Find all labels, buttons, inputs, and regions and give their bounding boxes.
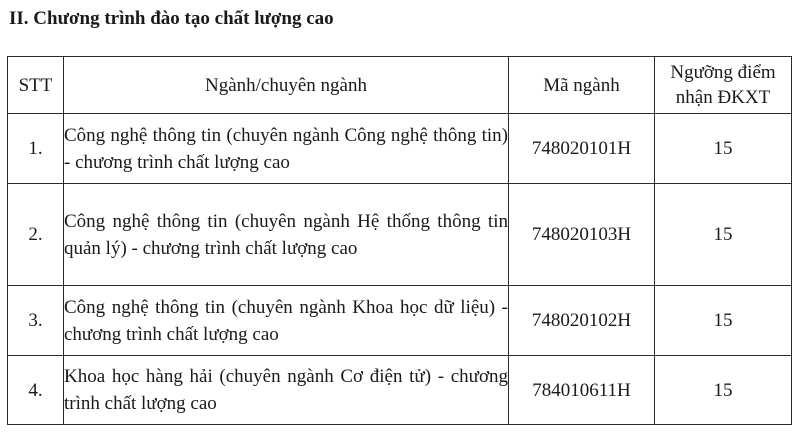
header-score: [655, 57, 792, 114]
row-score: 15: [655, 356, 792, 425]
row-stt: 3.: [8, 286, 64, 356]
table-header-row: [8, 57, 792, 114]
header-score-line1: Ngưỡng điểm: [670, 62, 776, 83]
row-stt: 2.: [8, 184, 64, 286]
header-score-line2: nhận ĐKXT: [675, 87, 771, 108]
row-code: 748020101H: [509, 114, 655, 184]
table-row: [8, 356, 792, 425]
table-row: [8, 286, 792, 356]
row-major: Công nghệ thông tin (chuyên ngành Khoa học dữ liệu) - chương trình chất lượng cao: [64, 286, 509, 356]
row-score: 15: [655, 286, 792, 356]
row-code: 784010611H: [509, 356, 655, 425]
header-code: Mã ngành: [509, 57, 655, 114]
row-score: 15: [655, 184, 792, 286]
row-stt: 1.: [8, 114, 64, 184]
table-row: [8, 114, 792, 184]
row-major: Khoa học hàng hải (chuyên ngành Cơ điện tử) - chương trình chất lượng cao: [64, 356, 509, 425]
row-code: 748020102H: [509, 286, 655, 356]
admission-table: [7, 56, 792, 425]
row-score: 15: [655, 114, 792, 184]
row-code: 748020103H: [509, 184, 655, 286]
header-major: Ngành/chuyên ngành: [64, 57, 509, 114]
section-title: II. Chương trình đào tạo chất lượng cao: [9, 8, 334, 29]
row-stt: 4.: [8, 356, 64, 425]
row-major: Công nghệ thông tin (chuyên ngành Hệ thống thông tin quản lý) - chương trình chất lượng cao: [64, 184, 509, 286]
table-row: [8, 184, 792, 286]
header-stt: STT: [8, 57, 64, 114]
row-major: Công nghệ thông tin (chuyên ngành Công nghệ thông tin) - chương trình chất lượng cao: [64, 114, 509, 184]
